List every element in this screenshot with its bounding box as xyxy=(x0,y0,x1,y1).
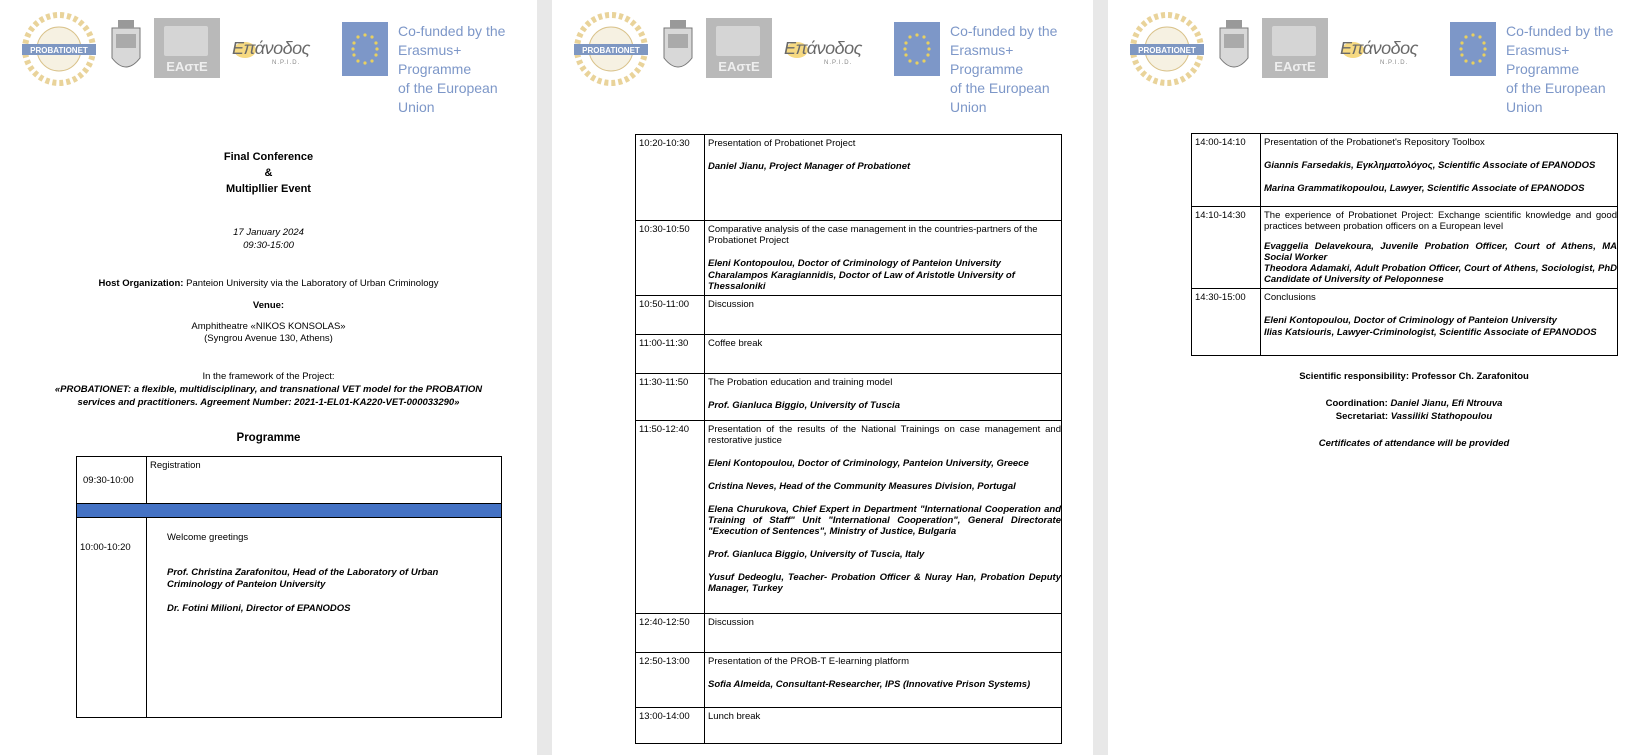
speaker: Charalampos Karagiannidis, Doctor of Law of Aristotle University of Thessaloniki xyxy=(708,270,1015,292)
row-title: Presentation of the results of the National Trainings on case management and restorative justice xyxy=(708,424,1061,446)
row-content xyxy=(1261,207,1618,289)
row-time: 10:30-10:50 xyxy=(636,221,705,296)
project-framework: In the framework of the Project: «PROBATIONET: a flexible, multidisciplinary, and transnational VET model for the PROBATION services and practitioners. Agreement Number: 2021-1-EL01-KA220-VET-000033290» xyxy=(54,371,483,408)
table-row xyxy=(636,221,1062,296)
table-row xyxy=(636,708,1062,744)
table-row xyxy=(636,614,1062,653)
row-time: 11:50-12:40 xyxy=(636,421,705,614)
row-content xyxy=(147,518,502,718)
table-row xyxy=(1192,207,1618,289)
row-title: The experience of Probationet Project: Exchange scientific knowledge and good practices between probation officers on a European level xyxy=(1264,210,1617,232)
speaker: Elena Churukova, Chief Expert in Department "International Cooperation and Training of Staff" Unit "International Cooperation", General Directorate "Execution of Sentences", Ministry of Justice, Bulgaria xyxy=(708,504,1061,537)
table-row xyxy=(636,296,1062,335)
row-content xyxy=(705,135,1062,221)
event-date: 17 January 2024 09:30-15:00 xyxy=(233,227,304,251)
eu-flag-icon xyxy=(1450,22,1496,76)
row-title: Welcome greetings xyxy=(167,532,249,543)
probationet-logo-text: PROBATIONET xyxy=(582,46,640,55)
probationet-logo xyxy=(566,12,656,86)
row-title: Registration xyxy=(147,457,502,504)
eu-flag-icon xyxy=(894,22,940,76)
epanodos-logo: Επάνοδος N.P.I.D. xyxy=(784,38,862,66)
logo-header xyxy=(566,12,1063,115)
venue-address: Amphitheatre «NIKOS KONSOLAS» (Syngrou Avenue 130, Athens) xyxy=(191,321,346,344)
speaker: Eleni Kontopoulou, Doctor of Criminology, Panteion University, Greece xyxy=(708,458,1029,469)
speaker: Prof. Gianluca Biggio, University of Tuscia xyxy=(708,400,900,411)
speaker: Eleni Kontopoulou, Doctor of Criminology of Panteion University xyxy=(1264,315,1557,326)
logo-header xyxy=(1122,12,1614,115)
eadte-logo: ΕΑστΕ xyxy=(154,18,220,78)
epanodos-logo: Επάνοδος N.P.I.D. xyxy=(232,38,310,66)
programme-heading: Programme xyxy=(236,432,301,444)
row-time: 09:30-10:00 xyxy=(77,457,147,504)
row-title: Conclusions xyxy=(1264,292,1316,303)
certificates-note: Certificates of attendance will be provided xyxy=(1318,438,1510,449)
speaker: Dr. Fotini Milioni, Director of EPANODOS xyxy=(167,603,351,614)
speaker: Cristina Neves, Head of the Community Measures Division, Portugal xyxy=(708,481,1016,492)
speaker: Prof. Christina Zarafonitou, Head of the Laboratory of Urban Criminology of Panteion University xyxy=(167,567,439,590)
table-row xyxy=(77,518,502,718)
crest-logo xyxy=(662,18,694,78)
speaker: Ilias Katsiouris, Lawyer-Criminologist, Scientific Associate of EPANODOS xyxy=(1264,327,1597,338)
eu-cofunded-text: Co-funded by the Erasmus+ Programme of the European Union xyxy=(1506,23,1614,115)
row-title: Comparative analysis of the case management in the countries-partners of the Probationet Project xyxy=(708,224,1038,246)
row-time: 11:00-11:30 xyxy=(636,335,705,374)
page-1 xyxy=(0,0,537,755)
eu-cofunded-text: Co-funded by the Erasmus+ Programme of the European Union xyxy=(950,23,1058,115)
table-row xyxy=(636,653,1062,708)
crest-logo xyxy=(1218,18,1250,78)
page-2 xyxy=(552,0,1093,755)
eadte-logo: ΕΑστΕ xyxy=(706,18,772,78)
table-row xyxy=(77,457,502,504)
table-row-separator xyxy=(77,504,502,518)
speaker: Sofia Almeida, Consultant-Researcher, IPS (Innovative Prison Systems) xyxy=(708,679,1031,690)
row-title: Discussion xyxy=(705,614,1062,653)
table-row xyxy=(636,374,1062,421)
table-row xyxy=(636,135,1062,221)
row-time: 10:20-10:30 xyxy=(636,135,705,221)
logo-header xyxy=(14,12,507,115)
row-title: Lunch break xyxy=(705,708,1062,744)
programme-table-1 xyxy=(76,456,502,718)
scientific-responsibility: Scientific responsibility: Professor Ch. Zarafonitou xyxy=(1299,371,1529,382)
eu-flag-icon xyxy=(342,22,388,76)
conference-title: Final Conference & Multipllier Event xyxy=(223,151,314,195)
speaker: Prof. Gianluca Biggio, University of Tuscia, Italy xyxy=(708,549,925,560)
venue-label: Venue: xyxy=(252,300,285,311)
row-title: Discussion xyxy=(705,296,1062,335)
row-title: Presentation of the PROB-T E-learning platform xyxy=(708,656,910,667)
probationet-logo xyxy=(14,12,104,86)
row-time: 14:10-14:30 xyxy=(1192,207,1261,289)
probationet-logo xyxy=(1122,12,1212,86)
host-organization: Host Organization: Panteion University via the Laboratory of Urban Criminology xyxy=(98,278,439,289)
row-content xyxy=(705,374,1062,421)
speaker: Marina Grammatikopoulou, Lawyer, Scientific Associate of EPANODOS xyxy=(1264,183,1585,194)
row-content xyxy=(1261,134,1618,207)
speaker: Yusuf Dedeoglu, Teacher- Probation Officer & Nuray Han, Probation Deputy Manager, Turkey xyxy=(708,572,1061,594)
programme-table-3 xyxy=(1191,133,1618,356)
speaker: Giannis Farsedakis, Εγκληματολόγος, Scientific Associate of EPANODOS xyxy=(1264,160,1596,171)
epanodos-logo: Επάνοδος N.P.I.D. xyxy=(1340,38,1418,66)
row-time: 12:50-13:00 xyxy=(636,653,705,708)
row-time: 10:50-11:00 xyxy=(636,296,705,335)
probationet-logo-text: PROBATIONET xyxy=(30,46,88,55)
row-title: Presentation of the Probationet's Repository Toolbox xyxy=(1264,137,1485,148)
probationet-logo-text: PROBATIONET xyxy=(1138,46,1196,55)
speaker: Daniel Jianu, Project Manager of Probationet xyxy=(708,161,911,172)
row-title: Coffee break xyxy=(705,335,1062,374)
speaker: Evaggelia Delavekoura, Juvenile Probation Officer, Court of Athens, MA Social Worker xyxy=(1264,241,1617,263)
row-title: The Probation education and training model xyxy=(708,377,893,388)
row-title: Presentation of Probationet Project xyxy=(708,138,856,149)
row-content xyxy=(705,221,1062,296)
row-time: 10:00-10:20 xyxy=(77,518,147,718)
crest-logo xyxy=(110,18,142,78)
programme-table-2 xyxy=(635,134,1062,744)
row-content xyxy=(1261,289,1618,356)
table-row xyxy=(1192,289,1618,356)
coordination: Coordination: Daniel Jianu, Efi Ntrouva Secretariat: Vassiliki Stathopoulou xyxy=(1325,398,1503,422)
table-row xyxy=(1192,134,1618,207)
eadte-logo: ΕΑστΕ xyxy=(1262,18,1328,78)
row-time: 13:00-14:00 xyxy=(636,708,705,744)
row-time: 12:40-12:50 xyxy=(636,614,705,653)
speaker: Eleni Kontopoulou, Doctor of Criminology of Panteion University xyxy=(708,258,1001,269)
row-time: 14:00-14:10 xyxy=(1192,134,1261,207)
page-3 xyxy=(1108,0,1643,755)
table-row xyxy=(636,421,1062,614)
row-time: 11:30-11:50 xyxy=(636,374,705,421)
row-content xyxy=(705,653,1062,708)
row-content xyxy=(705,421,1062,614)
speaker: Theodora Adamaki, Adult Probation Officer, Court of Athens, Sociologist, PhD Candidate of University of Peloponnese xyxy=(1264,263,1617,285)
row-time: 14:30-15:00 xyxy=(1192,289,1261,356)
table-row xyxy=(636,335,1062,374)
eu-cofunded-text: Co-funded by the Erasmus+ Programme of the European Union xyxy=(398,23,506,115)
